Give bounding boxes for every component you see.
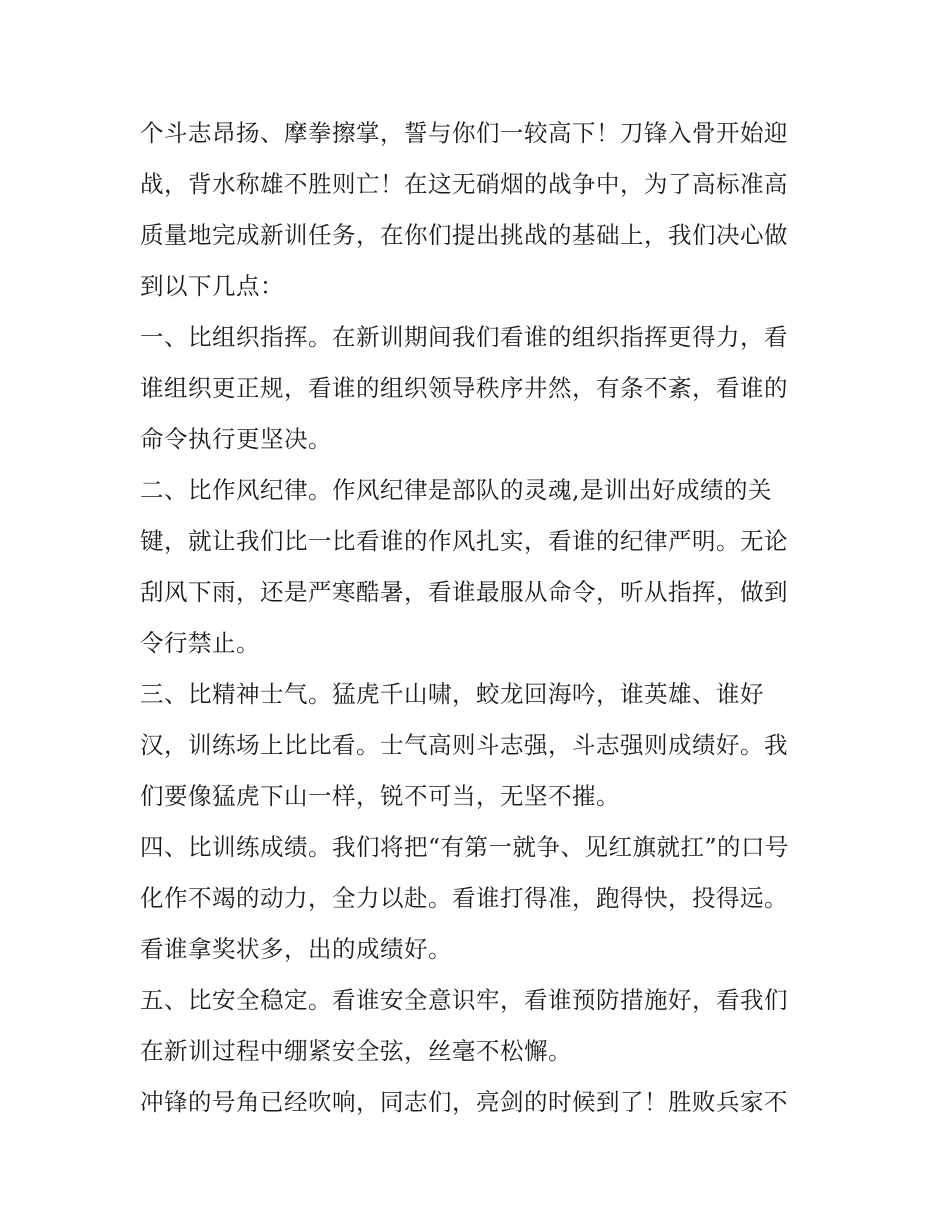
text-line: 五、比安全稳定。看谁安全意识牢，看谁预防措施好，看我们 (140, 986, 788, 1014)
text-line: 战，背水称雄不胜则亡！在这无硝烟的战争中，为了高标准高 (140, 170, 788, 198)
text-line: 一、比组织指挥。在新训期间我们看谁的组织指挥更得力，看 (140, 323, 788, 351)
text-line: 个斗志昂扬、摩拳擦掌，誓与你们一较高下！刀锋入骨开始迎 (140, 119, 788, 147)
text-line: 刮风下雨，还是严寒酷暑，看谁最服从命令，听从指挥，做到 (140, 578, 788, 606)
text-line: 化作不竭的动力，全力以赴。看谁打得准，跑得快，投得远。 (140, 884, 788, 912)
text-line: 令行禁止。 (140, 629, 260, 657)
text-line: 命令执行更坚决。 (140, 425, 332, 453)
text-line: 到以下几点： (140, 272, 284, 300)
document-body (140, 108, 820, 1128)
text-line: 们要像猛虎下山一样，锐不可当，无坚不摧。 (140, 782, 620, 810)
text-line: 汉，训练场上比比看。士气高则斗志强，斗志强则成绩好。我 (140, 731, 788, 759)
text-line: 二、比作风纪律。作风纪律是部队的灵魂,是训出好成绩的关 (140, 476, 772, 504)
text-line: 在新训过程中绷紧安全弦，丝毫不松懈。 (140, 1037, 572, 1065)
text-line: 谁组织更正规，看谁的组织领导秩序井然，有条不紊，看谁的 (140, 374, 788, 402)
text-line: 四、比训练成绩。我们将把“有第一就争、见红旗就扛”的口号 (140, 833, 790, 861)
text-line: 三、比精神士气。猛虎千山啸，蛟龙回海吟，谁英雄、谁好 (140, 680, 764, 708)
text-line: 看谁拿奖状多，出的成绩好。 (140, 935, 452, 963)
text-line: 冲锋的号角已经吹响，同志们，亮剑的时候到了！胜败兵家不 (140, 1088, 788, 1116)
text-line: 质量地完成新训任务，在你们提出挑战的基础上，我们决心做 (140, 221, 788, 249)
text-line: 键，就让我们比一比看谁的作风扎实，看谁的纪律严明。无论 (140, 527, 788, 555)
